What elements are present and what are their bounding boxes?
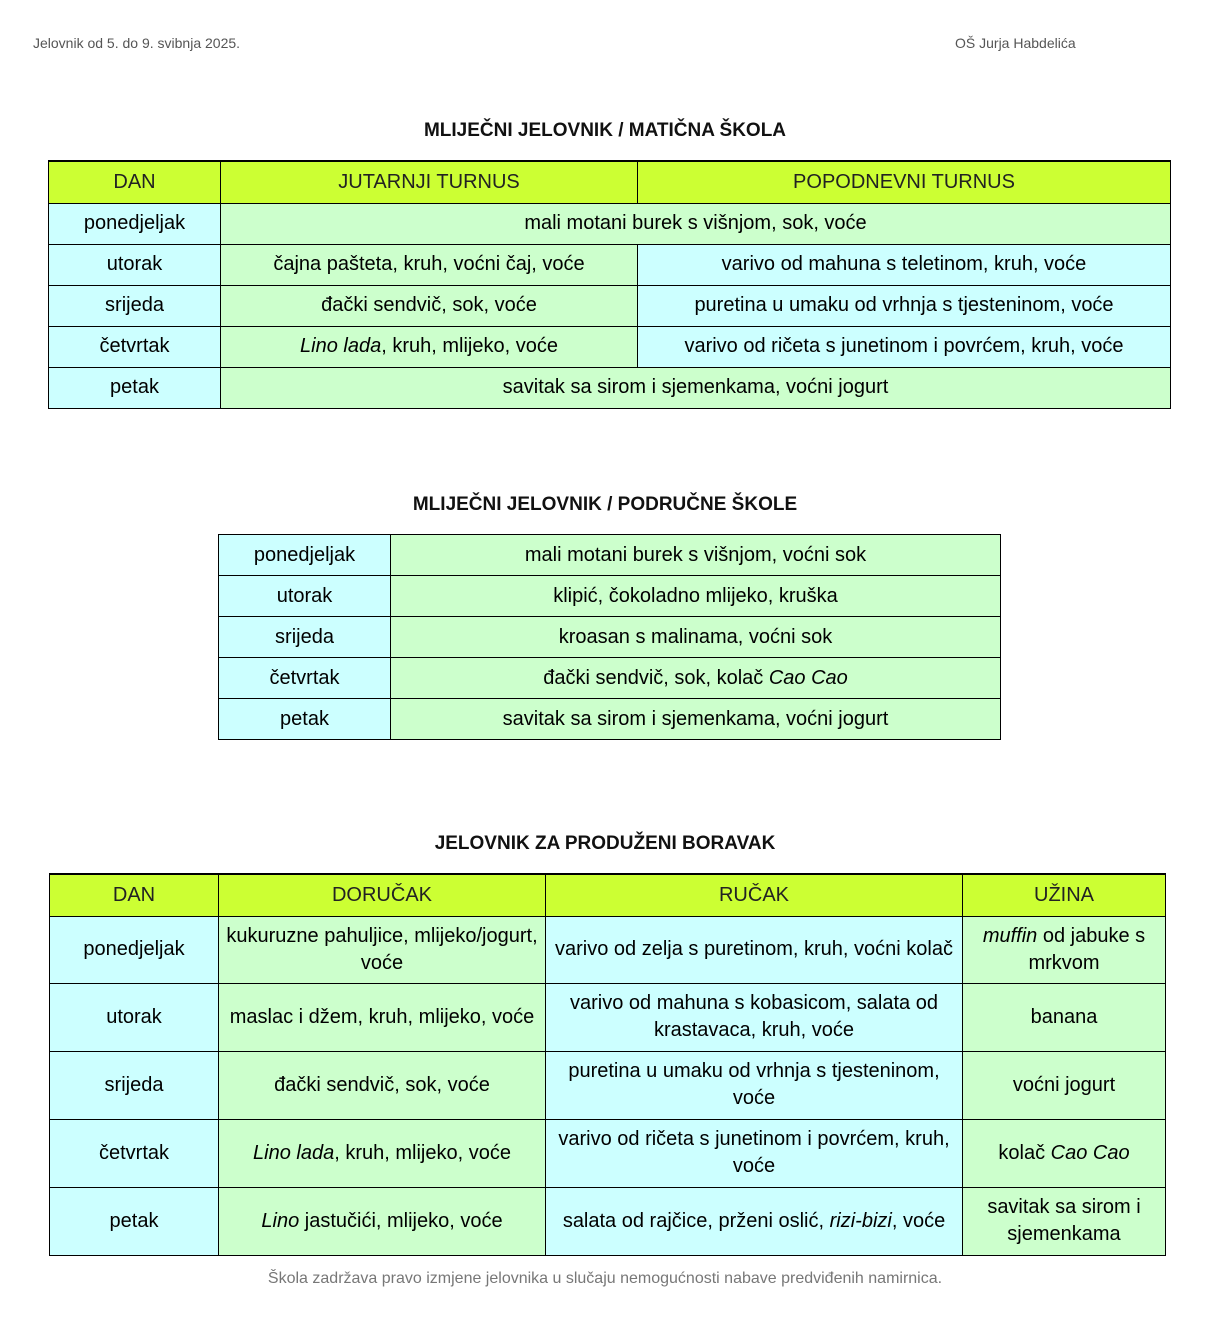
menu-text: salata od rajčice, prženi oslić, — [562, 1209, 830, 1232]
table-row — [49, 203, 1171, 244]
table-row — [50, 1187, 1166, 1255]
breakfast-cell — [219, 1119, 546, 1187]
day-cell: petak — [49, 367, 221, 408]
day-cell: utorak — [50, 983, 219, 1051]
brand-name: muffin — [982, 924, 1038, 947]
snack-cell — [963, 1119, 1166, 1187]
menu-text: đački sendvič, sok, kolač — [543, 666, 769, 689]
day-cell: utorak — [219, 576, 391, 617]
menu-text: , kruh, mlijeko, voće — [334, 1141, 511, 1164]
day-cell: ponedjeljak — [50, 916, 219, 983]
menu-cell: kroasan s malinama, voćni sok — [391, 617, 1001, 658]
lunch-cell: varivo od mahuna s kobasicom, salata od krastavaca, kruh, voće — [546, 983, 963, 1051]
main-school-title: MLIJEČNI JELOVNIK / MATIČNA ŠKOLA — [423, 120, 787, 141]
day-cell: ponedjeljak — [219, 535, 391, 576]
menu-text: kolač — [998, 1141, 1051, 1164]
table-header-row — [50, 874, 1166, 916]
brand-name: Cao Cao — [768, 666, 848, 689]
footer-note: Škola zadržava pravo izmjene jelovnika u slučaju nemogućnosti nabave predviđenih namirnica. — [267, 1270, 943, 1287]
day-cell: ponedjeljak — [49, 203, 221, 244]
menu-cell-morning — [221, 326, 638, 367]
column-header-day: DAN — [49, 161, 221, 203]
lunch-cell — [546, 1187, 963, 1255]
menu-cell-afternoon: varivo od mahuna s teletinom, kruh, voće — [638, 244, 1171, 285]
document-header-school: OŠ Jurja Habdelića — [955, 35, 1076, 51]
menu-cell: mali motani burek s višnjom, sok, voće — [221, 203, 1171, 244]
table-row — [49, 326, 1171, 367]
day-cell: četvrtak — [50, 1119, 219, 1187]
menu-cell: savitak sa sirom i sjemenkama, voćni jogurt — [391, 699, 1001, 740]
menu-cell: savitak sa sirom i sjemenkama, voćni jogurt — [221, 367, 1171, 408]
dish-name: rizi-bizi — [829, 1209, 892, 1232]
menu-text: , voće — [891, 1209, 946, 1232]
main-school-table — [48, 160, 1171, 409]
menu-cell: klipić, čokoladno mlijeko, kruška — [391, 576, 1001, 617]
snack-cell: voćni jogurt — [963, 1051, 1166, 1119]
table-row — [219, 617, 1001, 658]
menu-cell-afternoon: puretina u umaku od vrhnja s tjesteninom, voće — [638, 285, 1171, 326]
brand-name: Lino — [261, 1209, 300, 1232]
day-cell: petak — [50, 1187, 219, 1255]
table-row — [49, 367, 1171, 408]
lunch-cell: varivo od ričeta s junetinom i povrćem, kruh, voće — [546, 1119, 963, 1187]
day-cell: srijeda — [219, 617, 391, 658]
column-header-lunch: RUČAK — [546, 874, 963, 916]
menu-text: jastučići, mlijeko, voće — [299, 1209, 503, 1232]
day-cell: srijeda — [50, 1051, 219, 1119]
extended-stay-table — [49, 873, 1166, 1256]
snack-cell: banana — [963, 983, 1166, 1051]
day-cell: petak — [219, 699, 391, 740]
menu-cell-morning: đački sendvič, sok, voće — [221, 285, 638, 326]
snack-cell — [963, 916, 1166, 983]
menu-cell: mali motani burek s višnjom, voćni sok — [391, 535, 1001, 576]
day-cell: srijeda — [49, 285, 221, 326]
lunch-cell: puretina u umaku od vrhnja s tjesteninom, voće — [546, 1051, 963, 1119]
table-row — [49, 285, 1171, 326]
column-header-day: DAN — [50, 874, 219, 916]
table-header-row — [49, 161, 1171, 203]
column-header-afternoon: POPODNEVNI TURNUS — [638, 161, 1171, 203]
breakfast-cell: maslac i džem, kruh, mlijeko, voće — [219, 983, 546, 1051]
brand-name: Lino lada — [300, 335, 382, 357]
menu-text: , kruh, mlijeko, voće — [381, 335, 558, 357]
breakfast-cell: kukuruzne pahuljice, mlijeko/jogurt, voće — [219, 916, 546, 983]
brand-name: Lino lada — [253, 1141, 335, 1164]
day-cell: četvrtak — [49, 326, 221, 367]
lunch-cell: varivo od zelja s puretinom, kruh, voćni kolač — [546, 916, 963, 983]
table-row — [219, 576, 1001, 617]
day-cell: utorak — [49, 244, 221, 285]
snack-cell: savitak sa sirom i sjemenkama — [963, 1187, 1166, 1255]
menu-cell-afternoon: varivo od ričeta s junetinom i povrćem, kruh, voće — [638, 326, 1171, 367]
breakfast-cell: đački sendvič, sok, voće — [219, 1051, 546, 1119]
column-header-morning: JUTARNJI TURNUS — [221, 161, 638, 203]
table-row — [50, 983, 1166, 1051]
day-cell: četvrtak — [219, 658, 391, 699]
table-row — [219, 699, 1001, 740]
table-row — [219, 535, 1001, 576]
brand-name: Cao Cao — [1050, 1141, 1130, 1164]
menu-text: od jabuke s mrkvom — [1028, 924, 1146, 974]
column-header-snack: UŽINA — [963, 874, 1166, 916]
regional-schools-title: MLIJEČNI JELOVNIK / PODRUČNE ŠKOLE — [412, 494, 798, 515]
column-header-breakfast: DORUČAK — [219, 874, 546, 916]
breakfast-cell — [219, 1187, 546, 1255]
table-row — [49, 244, 1171, 285]
table-row — [50, 916, 1166, 983]
table-row — [219, 658, 1001, 699]
table-row — [50, 1051, 1166, 1119]
document-header-date: Jelovnik od 5. do 9. svibnja 2025. — [33, 35, 241, 51]
table-row — [50, 1119, 1166, 1187]
regional-schools-table — [218, 534, 1001, 740]
menu-cell — [391, 658, 1001, 699]
extended-stay-title: JELOVNIK ZA PRODUŽENI BORAVAK — [434, 833, 776, 854]
menu-cell-morning: čajna pašteta, kruh, voćni čaj, voće — [221, 244, 638, 285]
